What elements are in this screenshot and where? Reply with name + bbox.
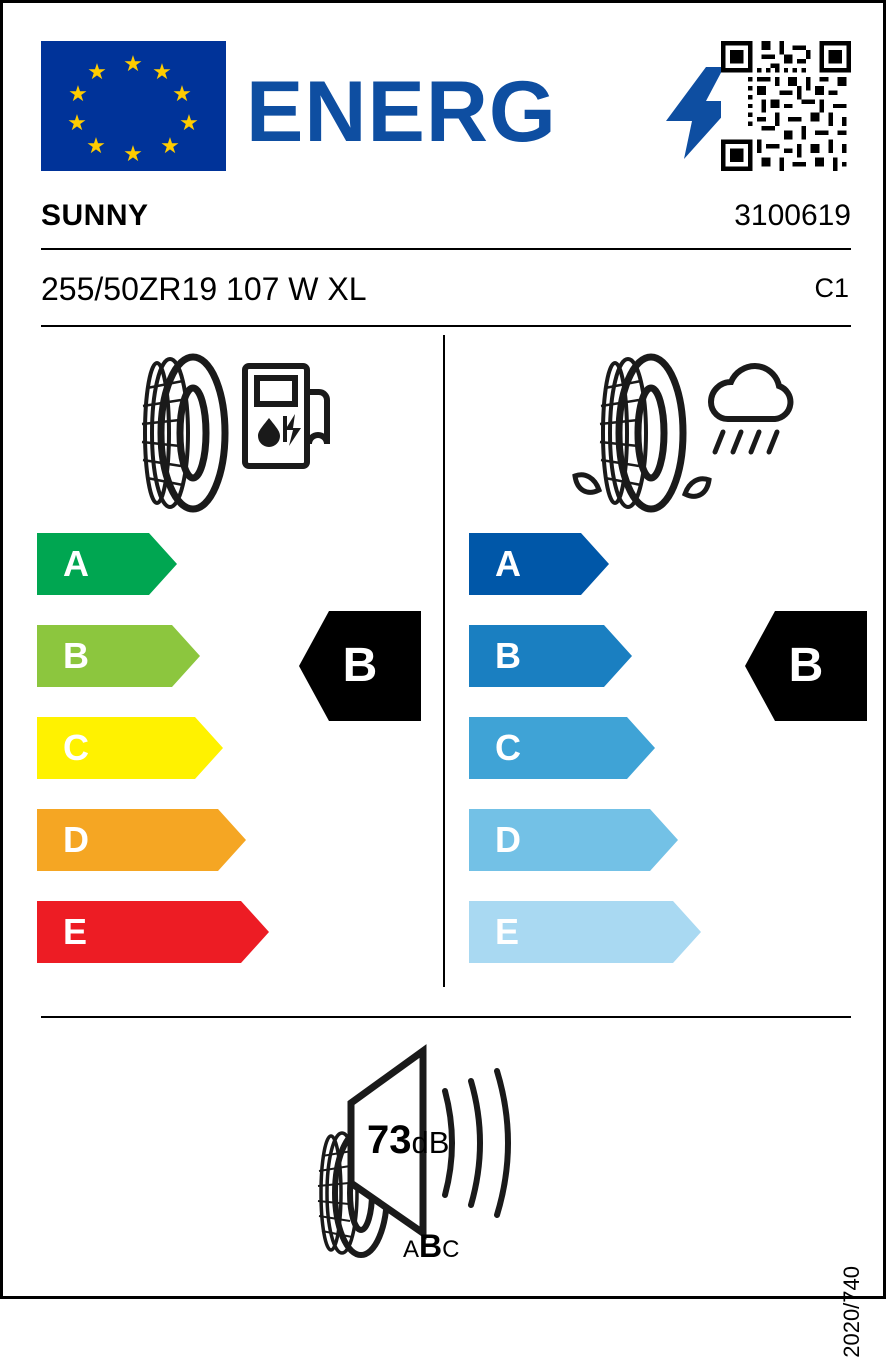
tyre-size: 255/50ZR19 107 W XL: [41, 271, 367, 307]
regulation-reference: 2020/740: [839, 1266, 864, 1358]
fuel-grade-C: [37, 717, 269, 779]
wet-result-letter: B: [788, 639, 824, 692]
noise-class-A: A: [403, 1236, 420, 1263]
wet-grade-A-letter: A: [495, 543, 521, 584]
wet-grade-D-letter: D: [495, 819, 521, 860]
fuel-grade-E-letter: E: [63, 911, 88, 952]
divider-mid: [41, 325, 851, 327]
tyre-fuel-pump-icon: [123, 348, 343, 518]
wet-grade-B-letter: B: [495, 635, 521, 676]
qr-code-icon: [721, 41, 851, 171]
fuel-grade-D-letter: D: [63, 819, 89, 860]
noise-class-B-selected: B: [419, 1228, 443, 1264]
product-code: 3100619: [734, 199, 851, 232]
brand-name: SUNNY: [41, 199, 149, 232]
tyre-class: C1: [814, 273, 849, 303]
wet-grade-C: [469, 717, 701, 779]
tyre-rain-cloud-icon: [533, 348, 798, 518]
noise-section: [283, 1043, 613, 1273]
vertical-divider: [443, 335, 445, 987]
energy-wordmark: ENERG: [246, 64, 557, 160]
noise-value: [367, 1118, 449, 1163]
tyre-size-row: [41, 271, 851, 315]
divider-top: [41, 248, 851, 250]
fuel-efficiency-scale: [37, 533, 269, 993]
fuel-result-arrow: [299, 611, 421, 721]
wet-grade-E-letter: E: [495, 911, 520, 952]
fuel-grade-B-letter: B: [63, 635, 89, 676]
fuel-grade-D: [37, 809, 269, 871]
wet-result-arrow: [745, 611, 867, 721]
noise-class-row: [403, 1228, 459, 1265]
fuel-grade-C-letter: C: [63, 727, 89, 768]
wet-grade-E: [469, 901, 701, 963]
fuel-grade-E: [37, 901, 269, 963]
fuel-result-letter: B: [342, 639, 378, 692]
noise-db-unit: dB: [411, 1125, 450, 1160]
fuel-grade-A-letter: A: [63, 543, 89, 584]
eu-flag-icon: ★ ★ ★ ★ ★ ★ ★ ★ ★ ★: [41, 41, 226, 171]
brand-row: [41, 199, 851, 247]
noise-class-C: C: [442, 1236, 460, 1263]
wet-grade-C-letter: C: [495, 727, 521, 768]
noise-db-number: 73: [367, 1118, 412, 1162]
fuel-grade-B: [37, 625, 269, 687]
wet-grade-A: [469, 533, 701, 595]
label-header: [41, 41, 851, 171]
wet-grade-D: [469, 809, 701, 871]
wet-grade-B: [469, 625, 701, 687]
fuel-grade-A: [37, 533, 269, 595]
wet-grip-scale: [469, 533, 701, 993]
divider-bottom: [41, 1016, 851, 1018]
